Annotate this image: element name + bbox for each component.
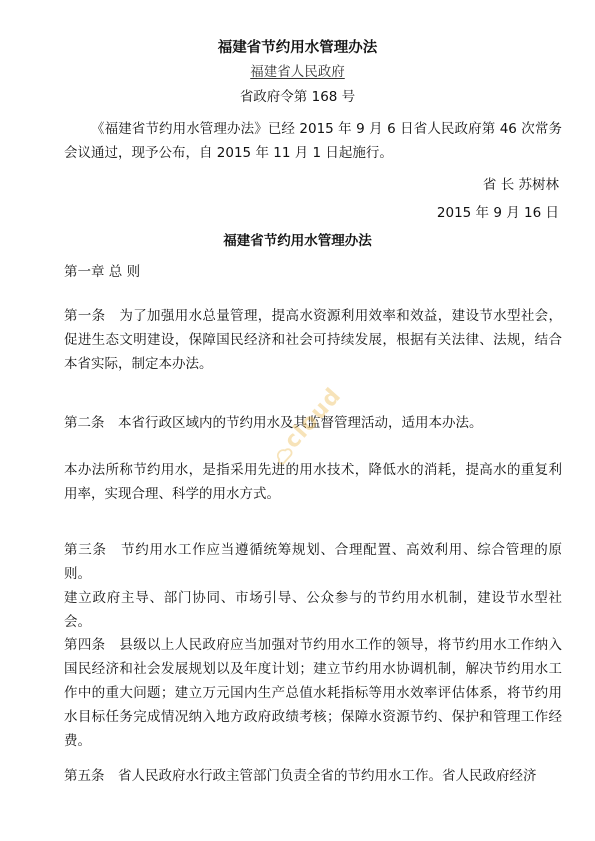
body-title: 福建省节约用水管理办法 [223, 233, 372, 249]
signatory: 省 长 苏树林 [482, 177, 559, 193]
issuer-link[interactable]: 福建省人民政府 [250, 64, 345, 80]
article-5: 第五条 省人民政府水行政主管部门负责全省的节约用水工作。省人民政府经济 [64, 768, 537, 784]
article-2: 第二条 本省行政区域内的节约用水及其监督管理活动，适用本办法。 [64, 415, 483, 431]
article-1: 第一条 为了加强用水总量管理，提高水资源利用效率和效益，建设节水型社会，促进生态文明建设，保障国民经济和社会可持续发展，根据有关法律、法规，结合本省实际，制定本办法。 [64, 308, 562, 372]
chapter-heading: 第一章 总 则 [64, 264, 141, 280]
promulgation-text: 《福建省节约用水管理办法》已经 2015 年 9 月 6 日省人民政府第 46 次常务会议通过，现予公布，自 2015 年 11 月 1 日起施行。 [64, 121, 562, 161]
article-3-paragraph-2: 建立政府主导、部门协同、市场引导、公众参与的节约用水机制，建设节水型社会。 [64, 590, 562, 630]
article-4: 第四条 县级以上人民政府应当加强对节约用水工作的领导，将节约用水工作纳入国民经济和社会发展规划以及年度计划；建立节约用水协调机制，解决节约用水工作中的重大问题；建立万元国内生产总值水耗指标等用水效率评估体系，将节约用水目标任务完成情况纳入地方政府政绩考核；保障水资源节约、保护和管理工作经费。 [64, 637, 562, 749]
issuer-link-wrapper [0, 62, 595, 82]
article-2-paragraph-2: 本办法所称节约用水，是指采用先进的用水技术，降低水的消耗，提高水的重复利用率，实现合理、科学的用水方式。 [64, 462, 562, 502]
article-3: 第三条 节约用水工作应当遵循统筹规划、合理配置、高效利用、综合管理的原则。 [64, 542, 562, 582]
watermark-text: cloud [279, 383, 347, 454]
signing-date: 2015 年 9 月 16 日 [436, 205, 559, 221]
order-number: 省政府令第 168 号 [239, 89, 356, 105]
document-title: 福建省节约用水管理办法 [217, 40, 378, 56]
